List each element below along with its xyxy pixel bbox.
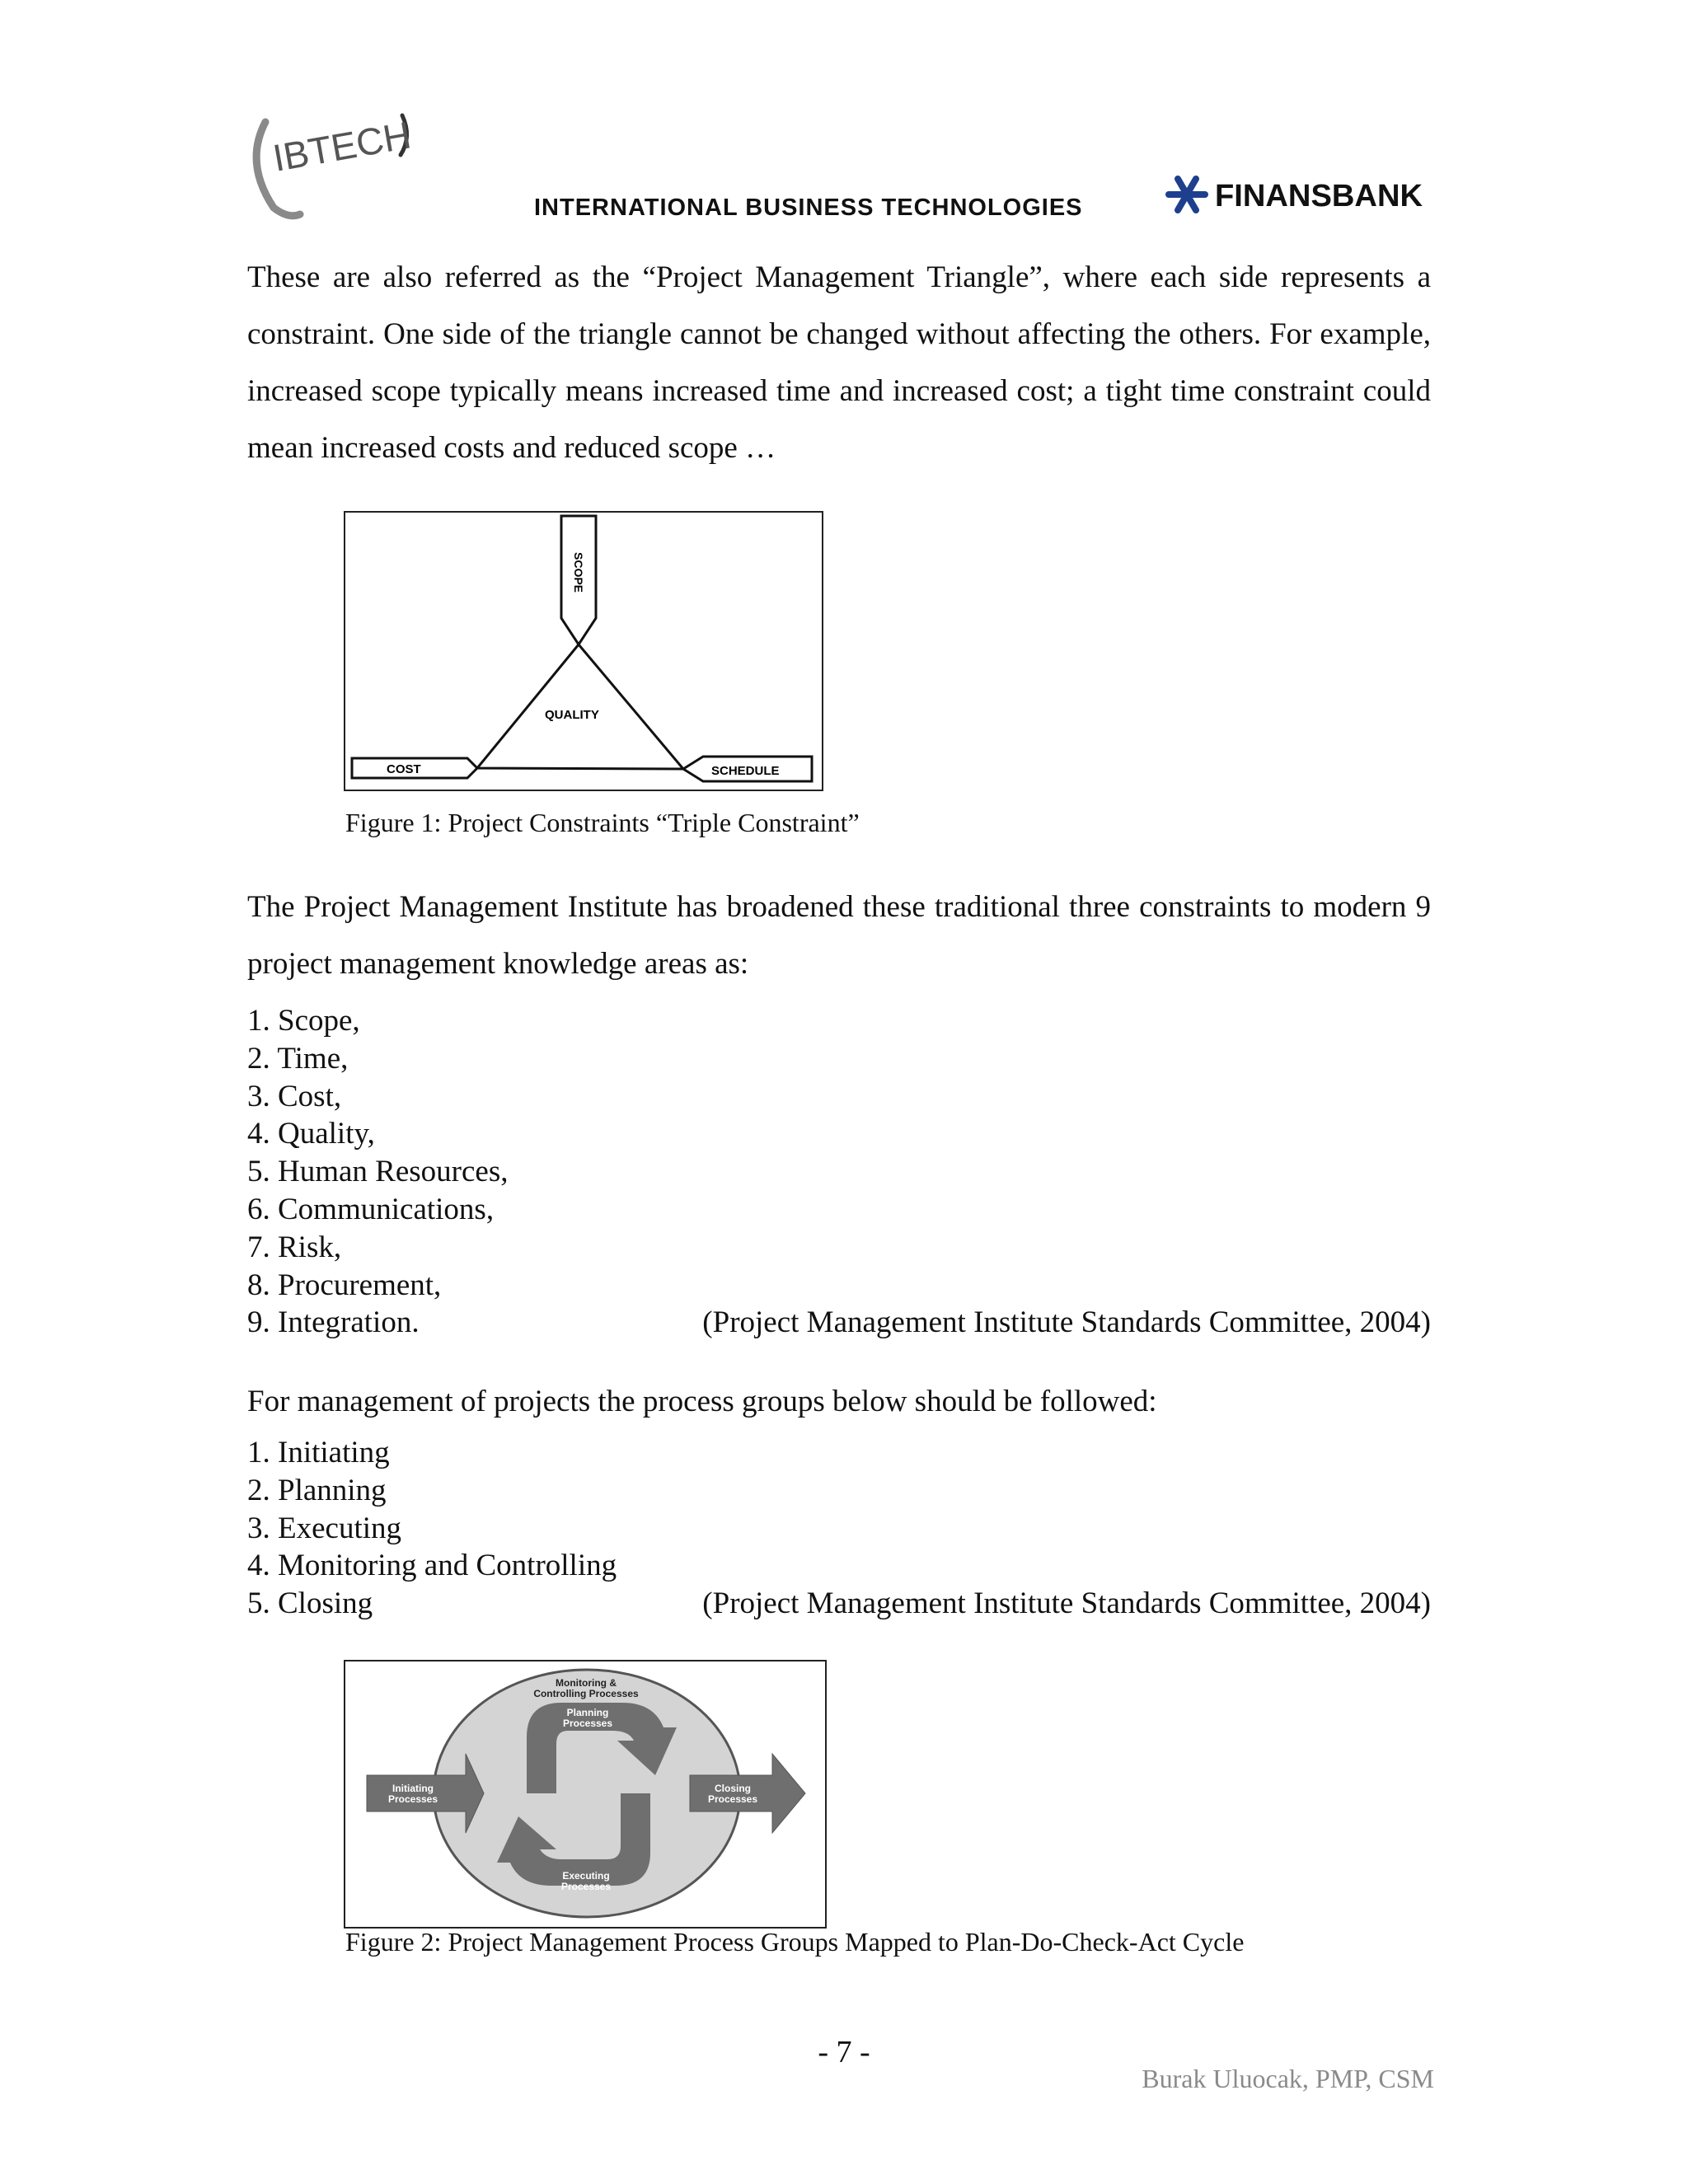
- list-item: [247, 1585, 1431, 1623]
- initiating-label-2: Processes: [387, 1793, 438, 1805]
- citation: (Project Management Institute Standards Committee, 2004): [702, 1305, 1431, 1340]
- figure-2-caption: Figure 2: Project Management Process Groups Mapped to Plan-Do-Check-Act Cycle: [345, 1927, 1245, 1957]
- list-item: 4. Monitoring and Controlling: [247, 1549, 617, 1583]
- ibtech-logo-text: IBTECH: [270, 113, 415, 180]
- process-groups-figure: [344, 1660, 827, 1929]
- company-name: INTERNATIONAL BUSINESS TECHNOLOGIES: [534, 194, 1083, 221]
- list-item: 3. Cost,: [247, 1079, 342, 1113]
- finansbank-star-icon: [1169, 179, 1205, 210]
- list-item: 8. Procurement,: [247, 1268, 442, 1302]
- list-item: 1. Scope,: [247, 1004, 360, 1038]
- list-item: 7. Risk,: [247, 1230, 342, 1264]
- list-item: 2. Time,: [247, 1041, 349, 1076]
- process-groups-paragraph: For management of projects the process groups below should be followed:: [247, 1385, 1157, 1418]
- process-groups-list: [247, 1434, 1431, 1623]
- executing-label-2: Processes: [560, 1881, 612, 1892]
- schedule-label: SCHEDULE: [711, 764, 780, 778]
- cost-label: COST: [387, 762, 421, 776]
- triple-constraint-figure: [344, 511, 823, 791]
- scope-label: SCOPE: [572, 552, 585, 593]
- list-item: 4. Quality,: [247, 1117, 375, 1151]
- list-item: [247, 1304, 1431, 1342]
- closing-label-2: Processes: [707, 1793, 758, 1805]
- knowledge-areas-paragraph: The Project Management Institute has broadened these traditional three constraints to modern 9 project management knowledge areas as:: [247, 890, 1431, 981]
- page-number: - 7 -: [818, 2035, 870, 2069]
- figure-1-caption: Figure 1: Project Constraints “Triple Constraint”: [345, 808, 860, 837]
- initiating-label-1: Initiating: [392, 1783, 434, 1794]
- executing-label-1: Executing: [562, 1870, 610, 1882]
- list-item: 1. Initiating: [247, 1436, 390, 1469]
- finansbank-logo-text: FINANSBANK: [1215, 179, 1423, 213]
- planning-label-2: Processes: [562, 1718, 613, 1729]
- closing-label-1: Closing: [715, 1783, 751, 1794]
- list-item-label: 5. Closing: [247, 1586, 373, 1621]
- list-item: 3. Executing: [247, 1511, 402, 1545]
- list-item: 2. Planning: [247, 1473, 387, 1507]
- list-item: 5. Human Resources,: [247, 1155, 509, 1189]
- list-item-label: 9. Integration.: [247, 1305, 420, 1340]
- quality-label: QUALITY: [545, 708, 599, 722]
- planning-label-1: Planning: [566, 1707, 609, 1718]
- knowledge-areas-list: [247, 1002, 1431, 1342]
- author-footer: Burak Uluocak, PMP, CSM: [1142, 2064, 1434, 2093]
- quality-triangle: [477, 644, 683, 769]
- finansbank-logo: [1165, 171, 1429, 218]
- citation: (Project Management Institute Standards Committee, 2004): [702, 1586, 1431, 1621]
- monitoring-label-1: Monitoring &: [556, 1677, 617, 1689]
- list-item: 6. Communications,: [247, 1192, 495, 1226]
- monitoring-label-2: Controlling Processes: [533, 1688, 639, 1699]
- ibtech-logo: [241, 97, 422, 221]
- intro-paragraph: These are also referred as the “Project Management Triangle”, where each side represents a constraint. One side of the triangle cannot be changed without affecting the others. For example, increased scope typically means increased time and increased cost; a tight time constraint could mean increased costs and reduced scope …: [247, 260, 1431, 465]
